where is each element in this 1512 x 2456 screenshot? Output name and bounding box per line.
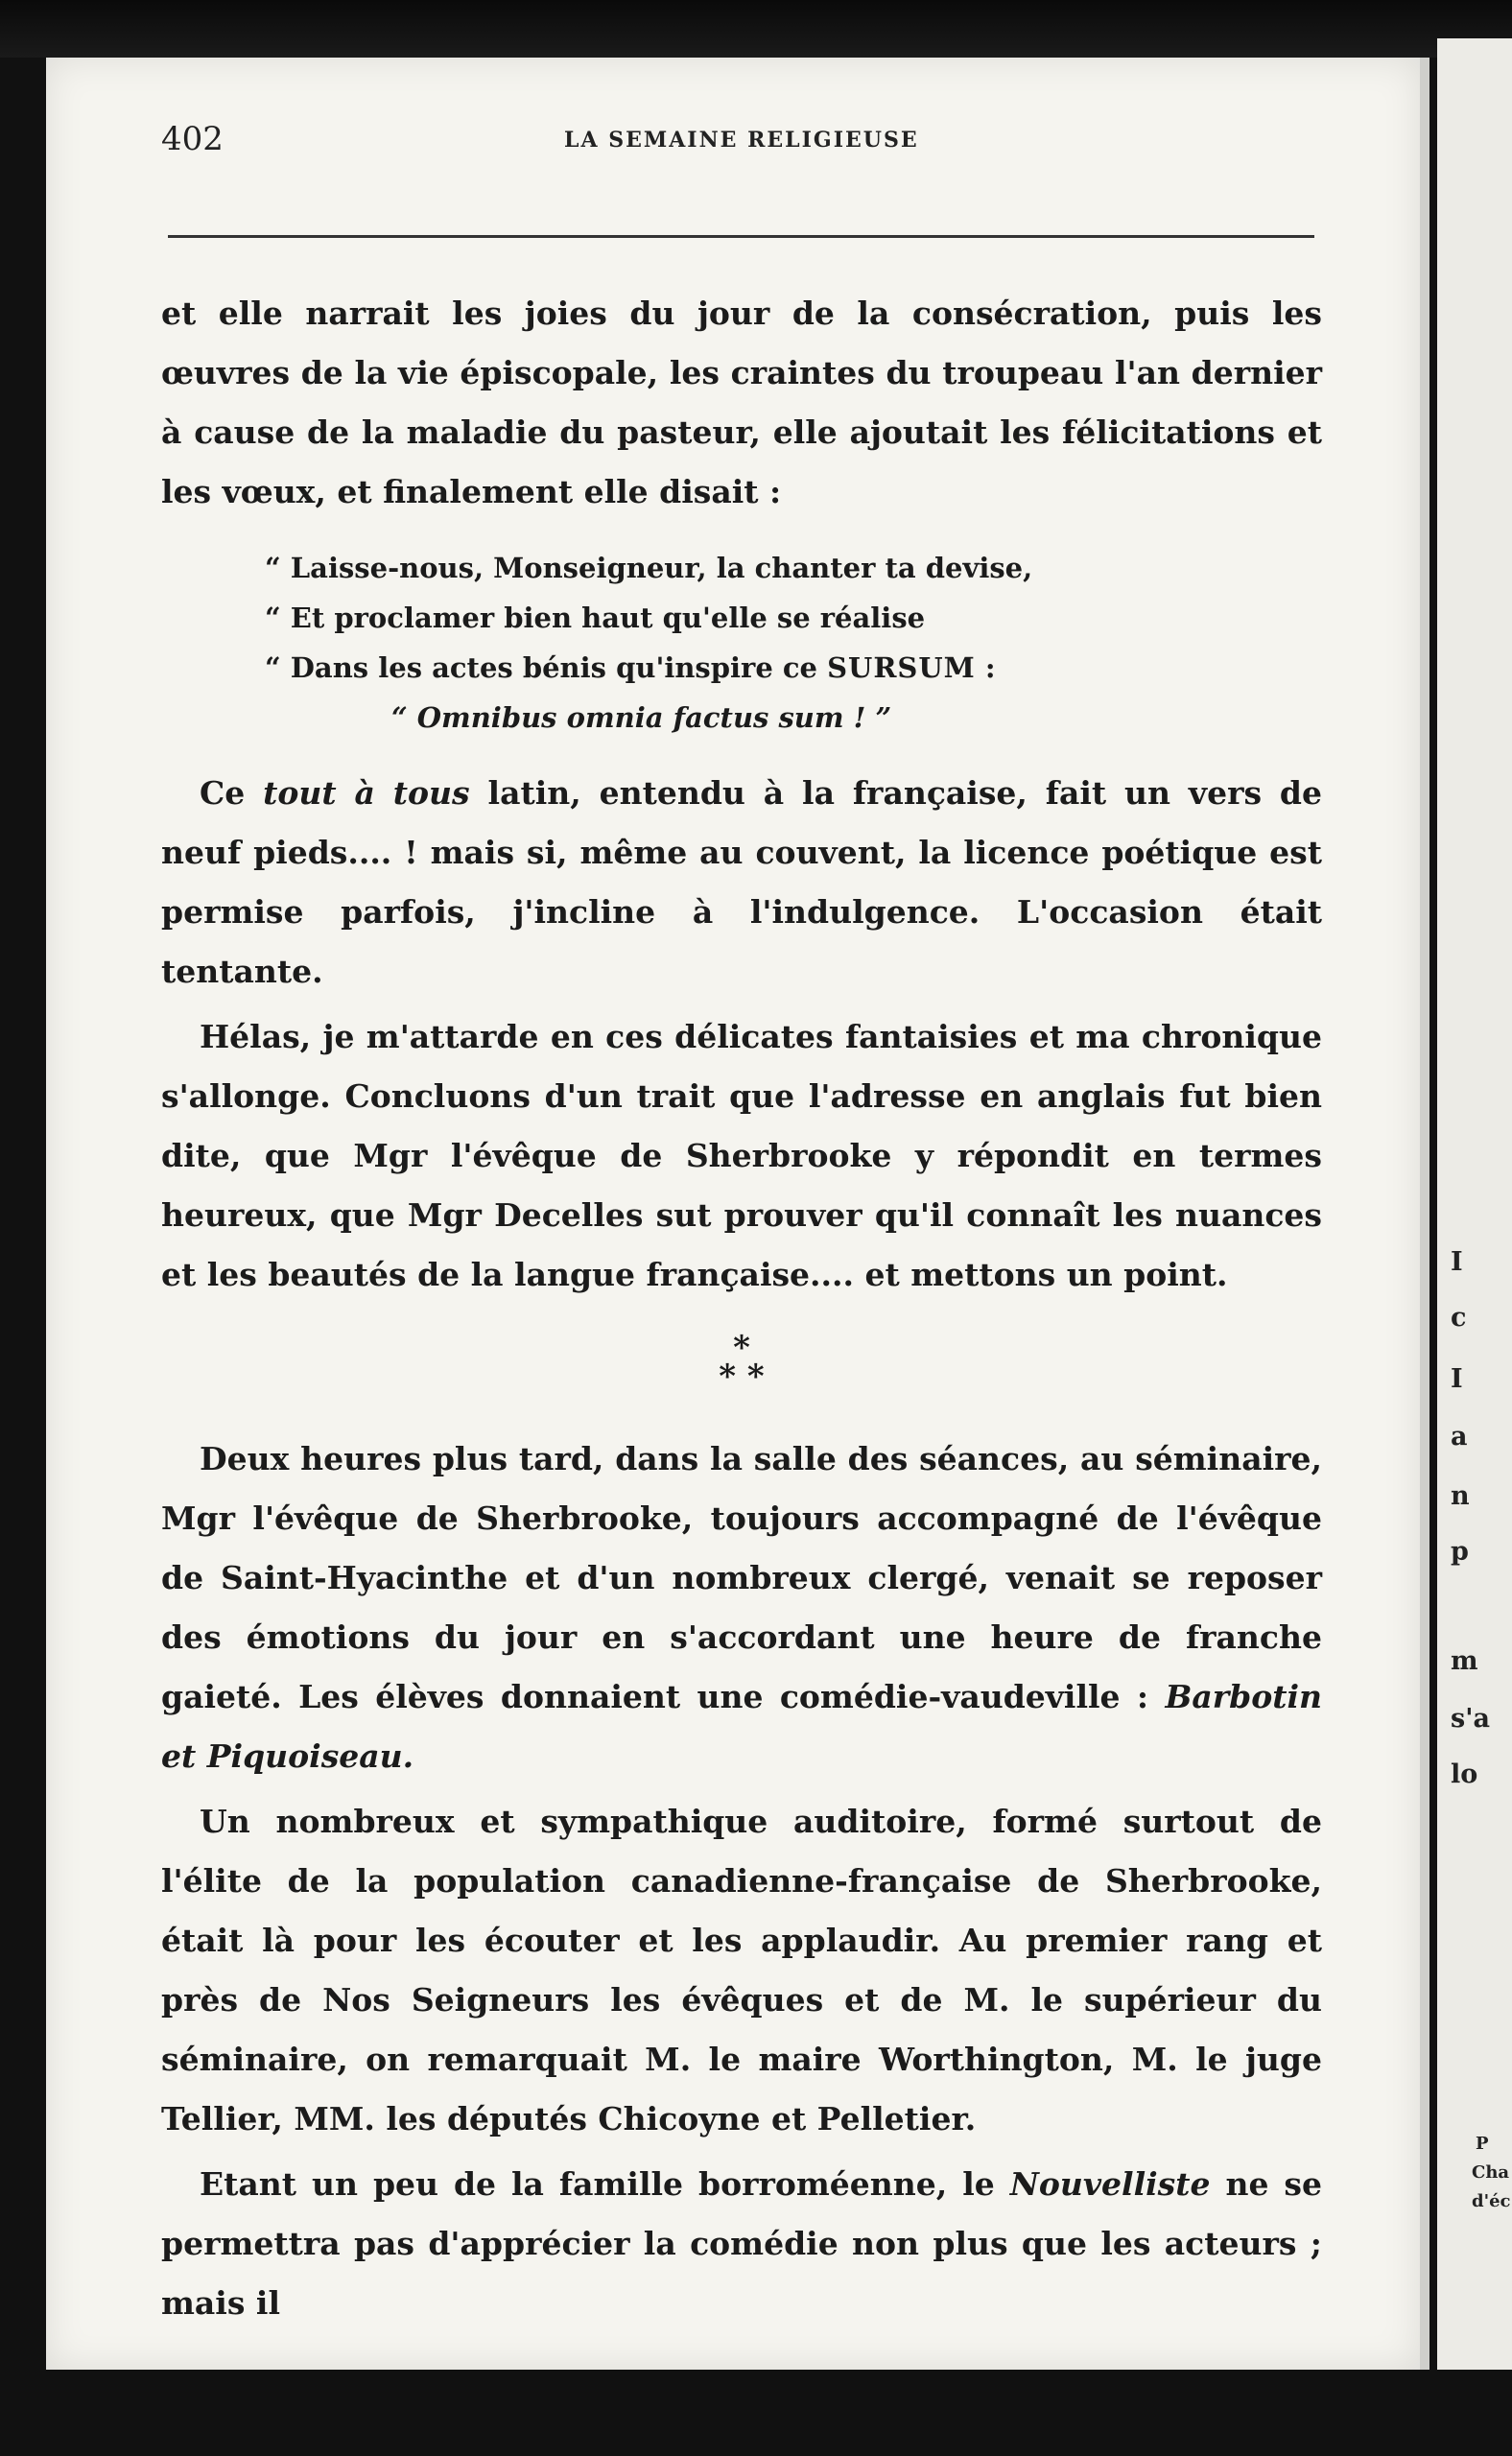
adjacent-fragment: I	[1451, 1364, 1463, 1394]
asterism-top: *	[733, 1329, 750, 1367]
adjacent-fragment: I	[1451, 1247, 1463, 1277]
italic-phrase: tout à tous	[263, 774, 470, 812]
adjacent-fragment: lo	[1451, 1759, 1478, 1789]
header-rule	[168, 235, 1314, 238]
adjacent-fragment: n	[1451, 1481, 1470, 1511]
verse-line	[161, 643, 1322, 693]
italic-title: Barbotin et Piquoiseau.	[161, 1678, 1322, 1775]
adjacent-fragment: p	[1451, 1537, 1469, 1567]
paragraph	[161, 2155, 1322, 2333]
paragraph: Un nombreux et sympathique auditoire, formé surtout de l'élite de la population canadienne-française de Sherbrooke, était là pour les écouter et les applaudir. Au premier rang et près de Nos Seigneurs les évêques et de M. le supérieur du séminaire, on remarquait M. le maire Worthington, M. le juge Tellier, MM. les députés Chicoyne et Pelletier.	[161, 1803, 1322, 2137]
verse-motto: “ Omnibus omnia factus sum ! ”	[391, 701, 892, 734]
adjacent-fragment: c	[1451, 1303, 1467, 1333]
adjacent-fragment: a	[1451, 1422, 1468, 1452]
adjacent-fragment: m	[1451, 1646, 1478, 1676]
paragraph-text: Ce	[200, 774, 264, 812]
paragraph	[161, 764, 1322, 1002]
paragraph-text: Etant un peu de la famille borroméenne, le	[200, 2165, 1010, 2203]
paragraph-text: latin, entendu à la française, fait un vers de neuf pieds.... ! mais si, même au couvent, la licence poétique est permise parfois, j'incline à l'indulgence. L'occasion était tentante.	[161, 774, 1322, 990]
adjacent-fragment: d'éc	[1472, 2191, 1511, 2211]
italic-newspaper-name: Nouvelliste	[1009, 2165, 1211, 2203]
verse-line: “ Laisse-nous, Monseigneur, la chanter ta devise,	[265, 552, 1033, 584]
adjacent-fragment: Cha	[1472, 2162, 1510, 2183]
verse-line-end: :	[975, 651, 996, 684]
verse-quotation	[161, 543, 1322, 743]
paragraph: et elle narrait les joies du jour de la consécration, puis les œuvres de la vie épiscopale, les craintes du troupeau l'an dernier à cause de la maladie du pasteur, elle ajoutait les félicitations et les vœux, et finalement elle disait :	[161, 295, 1322, 510]
body-text	[161, 284, 1322, 2333]
verse-line-text: “ Dans les actes bénis qu'inspire ce	[265, 651, 817, 684]
adjacent-fragment: s'a	[1451, 1704, 1490, 1734]
verse-line: “ Et proclamer bien haut qu'elle se réalise	[265, 602, 926, 634]
adjacent-fragment: P	[1476, 2134, 1489, 2154]
paragraph	[161, 1429, 1322, 1786]
paragraph: Hélas, je m'attarde en ces délicates fantaisies et ma chronique s'allonge. Concluons d'un trait que l'adresse en anglais fut bien dite, que Mgr l'évêque de Sherbrooke y répondit en termes heureux, que Mgr Decelles sut prouver qu'il connaît les nuances et les beautés de la langue française.... et mettons un point.	[161, 1018, 1322, 1293]
running-title: LA SEMAINE RELIGIEUSE	[564, 128, 919, 153]
asterism-bottom: * *	[719, 1358, 765, 1396]
section-asterism	[161, 1329, 1322, 1396]
paragraph-text: ne se permettra pas d'apprécier la comédie non plus que les acteurs ; mais il	[161, 2165, 1322, 2322]
adjacent-page-edge	[1437, 38, 1512, 2370]
page-header	[161, 120, 1320, 177]
page-number: 402	[161, 120, 224, 158]
scan-border-top	[0, 0, 1512, 58]
sursum-word: SURSUM	[827, 651, 976, 684]
paragraph-text: Deux heures plus tard, dans la salle des séances, au séminaire, Mgr l'évêque de Sherbrooke, toujours accompagné de l'évêque de Saint-Hyacinthe et d'un nombreux clergé, venait se reposer des émotions du jour en s'accordant une heure de franche gaieté. Les élèves donnaient une comédie-vaudeville :	[161, 1440, 1322, 1715]
